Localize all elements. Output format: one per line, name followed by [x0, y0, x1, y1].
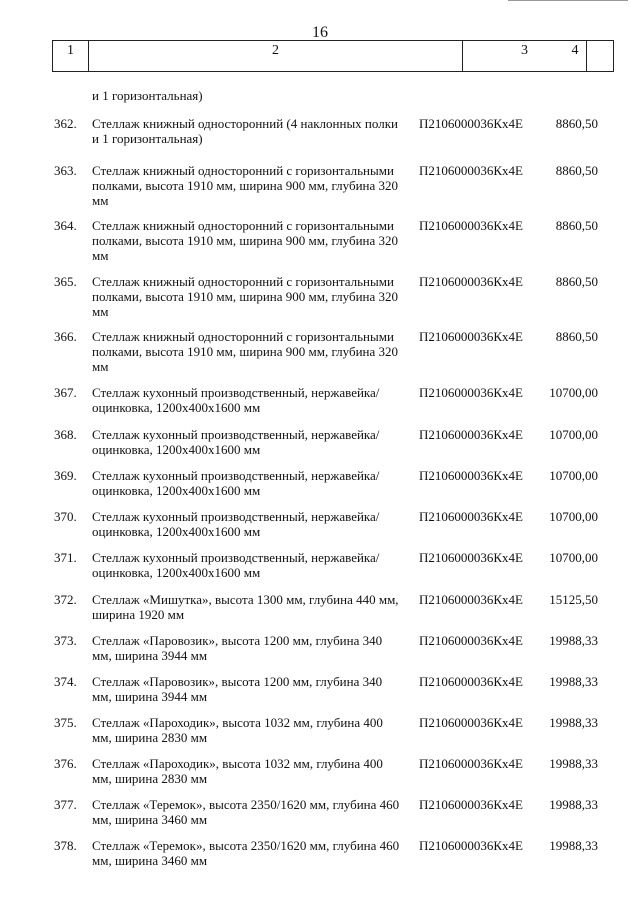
item-price: 10700,00 — [549, 385, 598, 400]
item-code: П2106000036Кх4Е — [419, 674, 523, 689]
row-number: 367. — [54, 385, 77, 400]
item-description: Стеллаж «Паровозик», высота 1200 мм, глубина 340 мм, ширина 3944 мм — [92, 674, 383, 704]
item-price: 10700,00 — [549, 427, 598, 442]
table-row — [0, 385, 640, 427]
item-code: П2106000036Кх4Е — [419, 385, 523, 400]
item-code: П2106000036Кх4Е — [419, 468, 523, 483]
item-price: 8860,50 — [555, 274, 598, 289]
item-code: П2106000036Кх4Е — [419, 756, 523, 771]
item-description: Стеллаж «Пароходик», высота 1032 мм, глубина 400 мм, ширина 2830 мм — [92, 715, 383, 745]
row-number: 363. — [54, 163, 77, 178]
row-number: 362. — [54, 116, 77, 131]
item-price: 10700,00 — [549, 509, 598, 524]
item-code: П2106000036Кх4Е — [419, 715, 523, 730]
table-row — [0, 329, 640, 385]
row-number: 377. — [54, 797, 77, 812]
table-row — [0, 163, 640, 218]
item-price: 8860,50 — [555, 116, 598, 131]
item-description: Стеллаж кухонный производственный, нержавейка/оцинковка, 1200х400х1600 мм — [92, 385, 380, 415]
row-number: 375. — [54, 715, 77, 730]
item-description: Стеллаж «Паровозик», высота 1200 мм, глубина 340 мм, ширина 3944 мм — [92, 633, 383, 663]
item-price: 10700,00 — [549, 468, 598, 483]
table-row — [0, 427, 640, 468]
item-code: П2106000036Кх4Е — [419, 218, 523, 233]
table-row — [0, 218, 640, 274]
item-code: П2106000036Кх4Е — [419, 163, 523, 178]
row-number: 372. — [54, 592, 77, 607]
column-header-1: 1 — [53, 41, 89, 71]
item-price: 19988,33 — [549, 715, 598, 730]
item-description: Стеллаж книжный односторонний (4 наклонных полки и 1 горизонтальная) — [92, 116, 398, 146]
column-header-4: 4 — [571, 43, 579, 58]
item-description: Стеллаж кухонный производственный, нержавейка/оцинковка, 1200х400х1600 мм — [92, 468, 380, 498]
item-price: 19988,33 — [549, 756, 598, 771]
item-code: П2106000036Кх4Е — [419, 329, 523, 344]
item-description: Стеллаж кухонный производственный, нержавейка/оцинковка, 1200х400х1600 мм — [92, 550, 380, 580]
table-row — [0, 550, 640, 592]
item-description: Стеллаж «Теремок», высота 2350/1620 мм, глубина 460 мм, ширина 3460 мм — [92, 797, 400, 827]
row-number: 376. — [54, 756, 77, 771]
item-price: 15125,50 — [549, 592, 598, 607]
item-description: Стеллаж «Теремок», высота 2350/1620 мм, глубина 460 мм, ширина 3460 мм — [92, 838, 400, 868]
item-price: 19988,33 — [549, 674, 598, 689]
table-row — [0, 592, 640, 633]
table-row — [0, 756, 640, 797]
item-description: Стеллаж «Мишутка», высота 1300 мм, глубина 440 мм, ширина 1920 мм — [92, 592, 399, 622]
row-number: 374. — [54, 674, 77, 689]
column-header-2: 2 — [89, 41, 463, 71]
item-price: 19988,33 — [549, 633, 598, 648]
item-price: 10700,00 — [549, 550, 598, 565]
item-price: 8860,50 — [555, 218, 598, 233]
table-row — [0, 274, 640, 329]
row-number: 369. — [54, 468, 77, 483]
item-code: П2106000036Кх4Е — [419, 797, 523, 812]
item-description: Стеллаж книжный односторонний с горизонтальными полками, высота 1910 мм, ширина 900 мм, глубина 320 мм — [92, 163, 399, 208]
item-code: П2106000036Кх4Е — [419, 633, 523, 648]
item-code: П2106000036Кх4Е — [419, 116, 523, 131]
item-code: П2106000036Кх4Е — [419, 509, 523, 524]
row-number: 371. — [54, 550, 77, 565]
item-description: Стеллаж кухонный производственный, нержавейка/оцинковка, 1200х400х1600 мм — [92, 509, 380, 539]
table-row — [0, 633, 640, 674]
scan-edge-mark — [508, 0, 628, 5]
continued-description: и 1 горизонтальная) — [92, 88, 203, 103]
item-code: П2106000036Кх4Е — [419, 427, 523, 442]
item-price: 8860,50 — [555, 163, 598, 178]
item-description: Стеллаж книжный односторонний с горизонтальными полками, высота 1910 мм, ширина 900 мм, глубина 320 мм — [92, 218, 399, 263]
row-number: 365. — [54, 274, 77, 289]
column-header-3: 3 — [463, 41, 587, 71]
row-number: 378. — [54, 838, 77, 853]
table-row — [0, 509, 640, 550]
row-number: 373. — [54, 633, 77, 648]
item-price: 19988,33 — [549, 838, 598, 853]
row-number: 366. — [54, 329, 77, 344]
item-description: Стеллаж книжный односторонний с горизонтальными полками, высота 1910 мм, ширина 900 мм, глубина 320 мм — [92, 274, 399, 319]
row-number: 370. — [54, 509, 77, 524]
row-number: 364. — [54, 218, 77, 233]
row-number: 368. — [54, 427, 77, 442]
item-code: П2106000036Кх4Е — [419, 274, 523, 289]
item-code: П2106000036Кх4Е — [419, 838, 523, 853]
item-description: Стеллаж книжный односторонний с горизонтальными полками, высота 1910 мм, ширина 900 мм, глубина 320 мм — [92, 329, 399, 374]
table-row — [0, 468, 640, 509]
item-code: П2106000036Кх4Е — [419, 550, 523, 565]
item-price: 19988,33 — [549, 797, 598, 812]
item-description: Стеллаж кухонный производственный, нержавейка/оцинковка, 1200х400х1600 мм — [92, 427, 380, 457]
table-row — [0, 715, 640, 756]
page-number: 16 — [312, 24, 328, 41]
item-price: 8860,50 — [555, 329, 598, 344]
table-row — [0, 674, 640, 715]
table-row — [0, 116, 640, 163]
item-description: Стеллаж «Пароходик», высота 1032 мм, глубина 400 мм, ширина 2830 мм — [92, 756, 383, 786]
item-code: П2106000036Кх4Е — [419, 592, 523, 607]
table-header — [52, 40, 614, 72]
table-row — [0, 838, 640, 879]
table-row — [0, 797, 640, 838]
